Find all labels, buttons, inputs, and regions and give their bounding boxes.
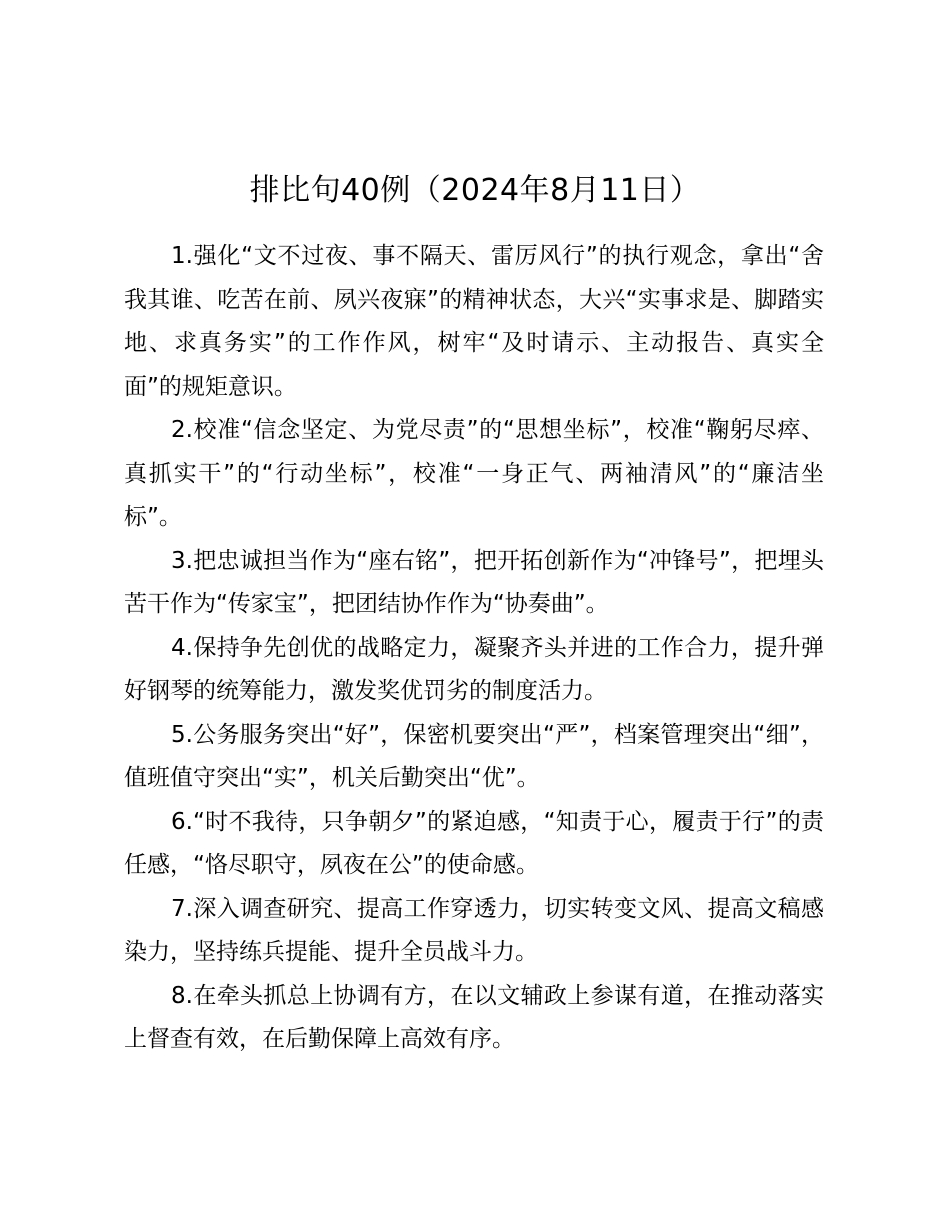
paragraph-2: 2.校准“信念坚定、为党尽责”的“思想坐标”，校准“鞠躬尽瘁、真抓实干”的“行动坐标”，校准“一身正气、两袖清风”的“廉洁坐标”。 — [124, 417, 824, 530]
document-title: 排比句40例（2024年8月11日） — [249, 173, 701, 208]
paragraph-5: 5.公务服务突出“好”，保密机要突出“严”，档案管理突出“细”，值班值守突出“实”，机关后勤突出“优”。 — [124, 721, 824, 791]
paragraph-4: 4.保持争先创优的战略定力，凝聚齐头并进的工作合力，提升弹好钢琴的统筹能力，激发奖优罚劣的制度活力。 — [124, 634, 824, 704]
paragraph-7: 7.深入调查研究、提高工作穿透力，切实转变文风、提高文稿感染力，坚持练兵提能、提升全员战斗力。 — [124, 895, 824, 965]
document-body — [124, 235, 824, 1062]
paragraph-8: 8.在牵头抓总上协调有方，在以文辅政上参谋有道，在推动落实上督查有效，在后勤保障上高效有序。 — [124, 982, 824, 1052]
paragraph-1: 1.强化“文不过夜、事不隔天、雷厉风行”的执行观念，拿出“舍我其谁、吃苦在前、夙兴夜寐”的精神状态，大兴“实事求是、脚踏实地、求真务实”的工作作风，树牢“及时请示、主动报告、真实全面”的规矩意识。 — [124, 243, 824, 400]
paragraph-6: 6.“时不我待，只争朝夕”的紧迫感，“知责于心，履责于行”的责任感，“恪尽职守，夙夜在公”的使命感。 — [124, 808, 824, 878]
paragraph-3: 3.把忠诚担当作为“座右铭”，把开拓创新作为“冲锋号”，把埋头苦干作为“传家宝”，把团结协作作为“协奏曲”。 — [124, 547, 824, 617]
